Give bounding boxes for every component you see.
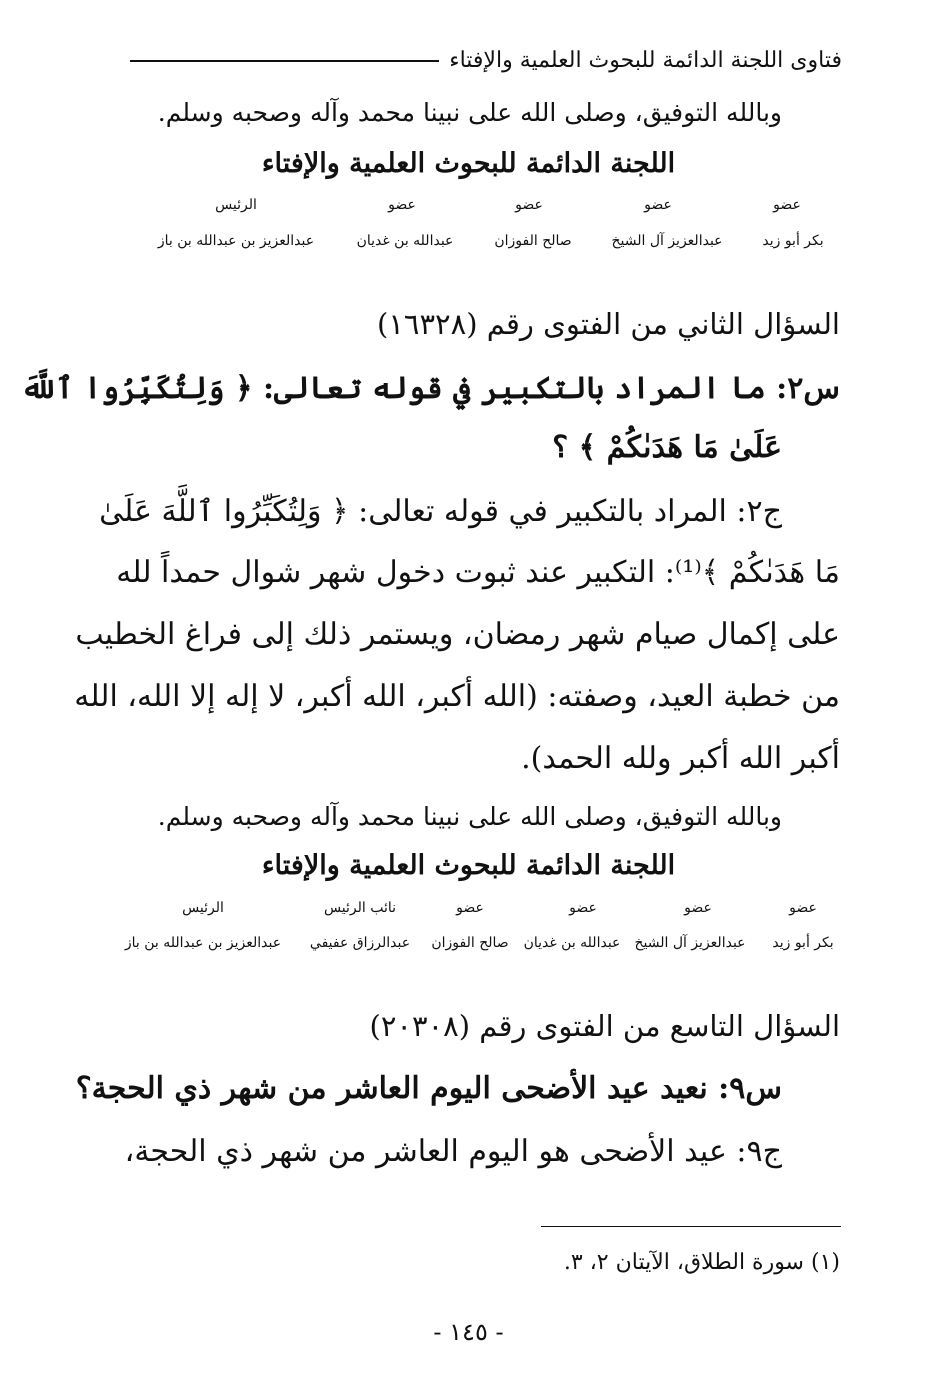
member-name: عبدالله بن غديان [523,935,621,951]
fatwa-title: السؤال التاسع من الفتوى رقم (٢٠٣٠٨) [369,1009,840,1043]
role-label: عضو [684,900,712,916]
closing-formula: وبالله التوفيق، وصلى الله على نبينا محمد وآله وصحبه وسلم. [157,98,782,127]
answer-line: على إكمال صيام شهر رمضان، ويستمر ذلك إلى فراغ الخطيب [75,617,840,652]
committee-name: اللجنة الدائمة للبحوث العلمية والإفتاء [261,148,676,179]
running-header [130,48,842,73]
role-label: عضو [515,197,543,213]
header-rule [130,60,439,62]
member-name: عبدالعزيز آل الشيخ [634,935,746,951]
role-label: عضو [388,197,416,213]
committee-name: اللجنة الدائمة للبحوث العلمية والإفتاء [261,850,676,881]
role-label: عضو [773,197,801,213]
role-label: عضو [456,900,484,916]
member-name: عبدالعزيز بن عبدالله بن باز [157,233,315,249]
role-label: نائب الرئيس [323,900,397,916]
running-title: فتاوى اللجنة الدائمة للبحوث العلمية والإفتاء [449,48,842,73]
member-name: عبدالعزيز آل الشيخ [611,233,723,249]
answer-line: أكبر الله أكبر ولله الحمد). [521,741,840,776]
page-number: - ١٤٥ - [433,1318,504,1346]
answer-line: ج٢: المراد بالتكبير في قوله تعالى: ﴿ وَلِتُكَبِّرُوا ٱللَّهَ عَلَىٰ [99,494,782,529]
member-name: صالح الفوزان [494,233,572,249]
answer-line: من خطبة العيد، وصفته: (الله أكبر، الله أكبر، لا إله إلا الله، الله [74,679,840,714]
member-name: عبدالرزاق عفيفي [309,935,411,951]
closing-formula: وبالله التوفيق، وصلى الله على نبينا محمد وآله وصحبه وسلم. [157,802,782,831]
footnote: (١) سورة الطلاق، الآيتان ٢، ٣. [563,1250,840,1275]
member-name: بكر أبو زيد [762,233,824,249]
fatwa-title: السؤال الثاني من الفتوى رقم (١٦٣٢٨) [377,307,840,341]
answer-line: مَا هَدَىٰكُمْ ﴾⁽¹⁾: التكبير عند ثبوت دخول شهر شوال حمداً لله [116,555,840,590]
member-name: بكر أبو زيد [772,935,834,951]
member-name: عبدالله بن غديان [356,233,454,249]
role-label: الرئيس [182,900,224,916]
role-label: عضو [789,900,817,916]
member-name: عبدالعزيز بن عبدالله بن باز [124,935,282,951]
question-line: س٢: ما المراد بالتكبير في قوله تعالى: ﴿ وَلِتُكَبِّرُوا ٱللَّهَ [20,371,840,406]
footnote-separator [541,1226,841,1227]
role-label: الرئيس [215,197,257,213]
member-name: صالح الفوزان [431,935,509,951]
role-label: عضو [644,197,672,213]
role-label: عضو [569,900,597,916]
question-line: س٩: نعيد عيد الأضحى اليوم العاشر من شهر ذي الحجة؟ [75,1071,782,1106]
answer-line: ج٩: عيد الأضحى هو اليوم العاشر من شهر ذي الحجة، [124,1134,782,1169]
question-line: عَلَىٰ مَا هَدَىٰكُمْ ﴾ ؟ [552,430,782,465]
